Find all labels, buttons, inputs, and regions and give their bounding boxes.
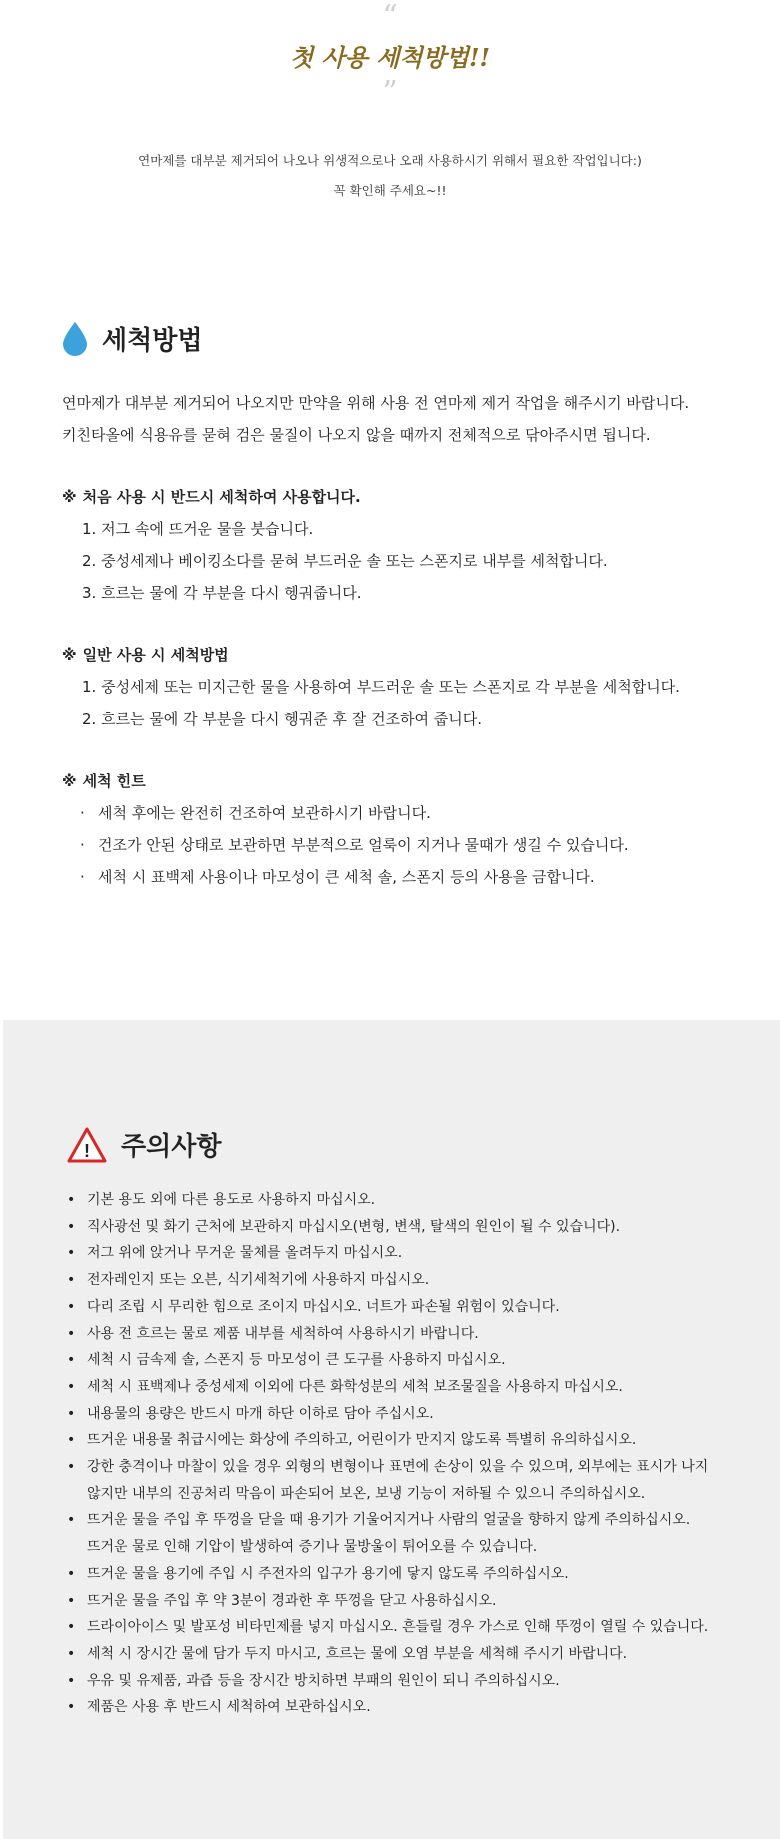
list-item: [80, 829, 742, 861]
caution-text: 뜨거운 물을 주입 후 약 3분이 경과한 후 뚜껑을 닫고 사용하십시오.: [87, 1592, 497, 1609]
bullet-dot: [67, 1481, 87, 1508]
intro-title: 첫 사용 세척방법!!: [289, 43, 491, 72]
wash-intro-line-1: 연마제가 대부분 제거되어 나오지만 만약을 위해 사용 전 연마제 제거 작업을 해주시기 바랍니다.: [62, 394, 690, 412]
hint-text: 세척 후에는 완전히 건조하여 보관하시기 바랍니다.: [98, 804, 431, 822]
bullet-dot: ·: [80, 836, 85, 854]
bullet-dot: •: [67, 1245, 76, 1262]
intro-desc-line-2: 꼭 확인해 주세요~!!: [333, 183, 447, 198]
bullet-dot: •: [67, 1378, 76, 1395]
wash-method-header: [62, 320, 742, 357]
wash-hints-block: [62, 765, 742, 893]
list-item: [67, 1534, 767, 1561]
caution-text: 기본 용도 외에 다른 용도로 사용하지 마십시오.: [87, 1192, 376, 1208]
list-item: [67, 1321, 767, 1348]
list-item: [67, 1427, 767, 1454]
caution-text: 뜨거운 내용물 취급시에는 화상에 주의하고, 어린이가 만지지 않도록 특별히 유의하십시오.: [87, 1432, 637, 1449]
caution-text: 우유 및 유제품, 과즙 등을 장시간 방치하면 부패의 원인이 되니 주의하십시오.: [87, 1672, 560, 1689]
list-item: [67, 1668, 767, 1695]
caution-section: [3, 1020, 780, 1839]
list-item: [67, 1267, 767, 1294]
general-use-title-text: 일반 사용 시 세척방법: [82, 646, 229, 664]
caution-text: 드라이아이스 및 발포성 비타민제를 넣지 마십시오. 흔들릴 경우 가스로 인해 뚜껑이 열릴 수 있습니다.: [87, 1619, 709, 1636]
bullet-dot: •: [67, 1699, 76, 1716]
bullet-dot: •: [67, 1352, 76, 1369]
list-item: [67, 1294, 767, 1321]
caution-text: 않지만 내부의 진공처리 막음이 파손되어 보온, 보냉 기능이 저하될 수 있으니 주의하십시오.: [87, 1485, 646, 1502]
warning-mark: !: [84, 1140, 90, 1161]
bullet-dot: [67, 1534, 87, 1561]
bullet-dot: •: [67, 1459, 76, 1476]
list-item: [67, 1454, 767, 1481]
first-use-block: [62, 481, 742, 609]
list-item: [67, 1588, 767, 1615]
list-item: [67, 1694, 767, 1721]
bullet-dot: •: [67, 1272, 76, 1289]
caution-text: 강한 충격이나 마찰이 있을 경우 외형의 변형이나 표면에 손상이 있을 수 있으며, 외부에는 표시가 나지: [87, 1459, 709, 1476]
bullet-dot: •: [67, 1565, 76, 1582]
list-item: [67, 1347, 767, 1374]
list-item: [67, 1614, 767, 1641]
caution-text: 뜨거운 물을 용기에 주입 시 주전자의 입구가 용기에 닿지 않도록 주의하십시오.: [87, 1565, 569, 1582]
wash-intro: [62, 387, 742, 451]
caution-text: 세척 시 장시간 물에 담가 두지 마시고, 흐르는 물에 오염 부분을 세척해 주시기 바랍니다.: [87, 1645, 628, 1662]
bullet-dot: •: [67, 1325, 76, 1342]
bullet-dot: •: [67, 1512, 76, 1529]
close-quote-mark: ”: [382, 75, 398, 110]
hint-text: 세척 시 표백제 사용이나 마모성이 큰 세척 솔, 스폰지 등의 사용을 금합니다.: [98, 868, 595, 886]
list-item: [67, 1374, 767, 1401]
list-item: [67, 1641, 767, 1668]
caution-content: [67, 1126, 767, 1721]
warning-triangle-icon: [67, 1127, 107, 1163]
list-item: 2. 중성세제나 베이킹소다를 묻혀 부드러운 솔 또는 스폰지로 내부를 세척합니다.: [82, 552, 608, 570]
bullet-dot: ·: [80, 868, 85, 886]
reference-mark-icon: ※: [62, 646, 77, 664]
list-item: [67, 1507, 767, 1534]
intro-description: [0, 146, 780, 206]
list-item: [67, 1401, 767, 1428]
reference-mark-icon: ※: [62, 772, 77, 790]
wash-hints-title: [62, 765, 742, 797]
bullet-dot: •: [67, 1592, 76, 1609]
bullet-dot: •: [67, 1218, 76, 1235]
general-use-title: [62, 639, 742, 671]
bullet-dot: •: [67, 1645, 76, 1662]
wash-hints-list: [62, 797, 742, 893]
list-item: [80, 797, 742, 829]
caution-text: 다리 조립 시 무리한 힘으로 조이지 마십시오. 너트가 파손될 위험이 있습니다.: [87, 1298, 560, 1315]
hint-text: 건조가 안된 상태로 보관하면 부분적으로 얼룩이 지거나 물때가 생길 수 있습니다.: [98, 836, 629, 854]
caution-text: 세척 시 금속제 솔, 스폰지 등 마모성이 큰 도구를 사용하지 마십시오.: [87, 1352, 506, 1369]
first-use-title-text: 처음 사용 시 반드시 세척하여 사용합니다.: [82, 488, 361, 506]
caution-heading: 주의사항: [121, 1132, 222, 1162]
bullet-dot: •: [67, 1619, 76, 1636]
first-use-title: [62, 481, 742, 513]
bullet-dot: ·: [80, 804, 85, 822]
list-item: [67, 1187, 767, 1214]
caution-text: 저그 위에 앉거나 무거운 물체를 올려두지 마십시오.: [87, 1245, 403, 1262]
caution-text: 제품은 사용 후 반드시 세척하여 보관하십시오.: [87, 1699, 371, 1716]
open-quote-mark: “: [382, 0, 398, 34]
first-use-steps: [62, 513, 742, 609]
wash-intro-line-2: 키친타올에 식용유를 묻혀 검은 물질이 나오지 않을 때까지 전체적으로 닦아주시면 됩니다.: [62, 426, 651, 444]
list-item: [67, 1561, 767, 1588]
caution-text: 뜨거운 물을 주입 후 뚜껑을 닫을 때 용기가 기울어지거나 사람의 얼굴을 향하지 않게 주의하십시오.: [87, 1512, 691, 1529]
water-drop-icon: [62, 321, 88, 357]
bullet-dot: •: [67, 1192, 76, 1208]
caution-text: 전자레인지 또는 오븐, 식기세척기에 사용하지 마십시오.: [87, 1272, 430, 1289]
caution-text: 내용물의 용량은 반드시 마개 하단 이하로 담아 주십시오.: [87, 1405, 434, 1422]
caution-header: [67, 1126, 767, 1163]
list-item: [67, 1214, 767, 1241]
bullet-dot: •: [67, 1672, 76, 1689]
reference-mark-icon: ※: [62, 488, 77, 506]
wash-method-section: [62, 320, 742, 893]
list-item: 1. 중성세제 또는 미지근한 물을 사용하여 부드러운 솔 또는 스폰지로 각 부분을 세척합니다.: [82, 678, 680, 696]
list-item: [67, 1481, 767, 1508]
bullet-dot: •: [67, 1405, 76, 1422]
list-item: 2. 흐르는 물에 각 부분을 다시 헹궈준 후 잘 건조하여 줍니다.: [82, 710, 483, 728]
list-item: 3. 흐르는 물에 각 부분을 다시 헹궈줍니다.: [82, 584, 362, 602]
caution-text: 세척 시 표백제나 중성세제 이외에 다른 화학성분의 세척 보조물질을 사용하지 마십시오.: [87, 1378, 623, 1395]
general-use-block: [62, 639, 742, 735]
caution-text: 직사광선 및 화기 근처에 보관하지 마십시오(변형, 변색, 탈색의 원인이 될 수 있습니다).: [87, 1218, 621, 1235]
caution-list: [67, 1187, 767, 1721]
caution-text: 뜨거운 물로 인해 기압이 발생하여 증기나 물방울이 튀어오를 수 있습니다.: [87, 1539, 538, 1556]
bullet-dot: •: [67, 1298, 76, 1315]
bullet-dot: •: [67, 1432, 76, 1449]
intro-desc-line-1: 연마제를 대부분 제거되어 나오나 위생적으로나 오래 사용하시기 위해서 필요한 작업입니다:): [138, 153, 642, 168]
general-use-steps: [62, 671, 742, 735]
caution-text: 사용 전 흐르는 물로 제품 내부를 세척하여 사용하시기 바랍니다.: [87, 1325, 479, 1342]
list-item: [67, 1240, 767, 1267]
wash-hints-title-text: 세척 힌트: [82, 772, 146, 790]
list-item: 1. 저그 속에 뜨거운 물을 붓습니다.: [82, 520, 314, 538]
wash-method-heading: 세척방법: [102, 326, 203, 356]
list-item: [80, 861, 742, 893]
